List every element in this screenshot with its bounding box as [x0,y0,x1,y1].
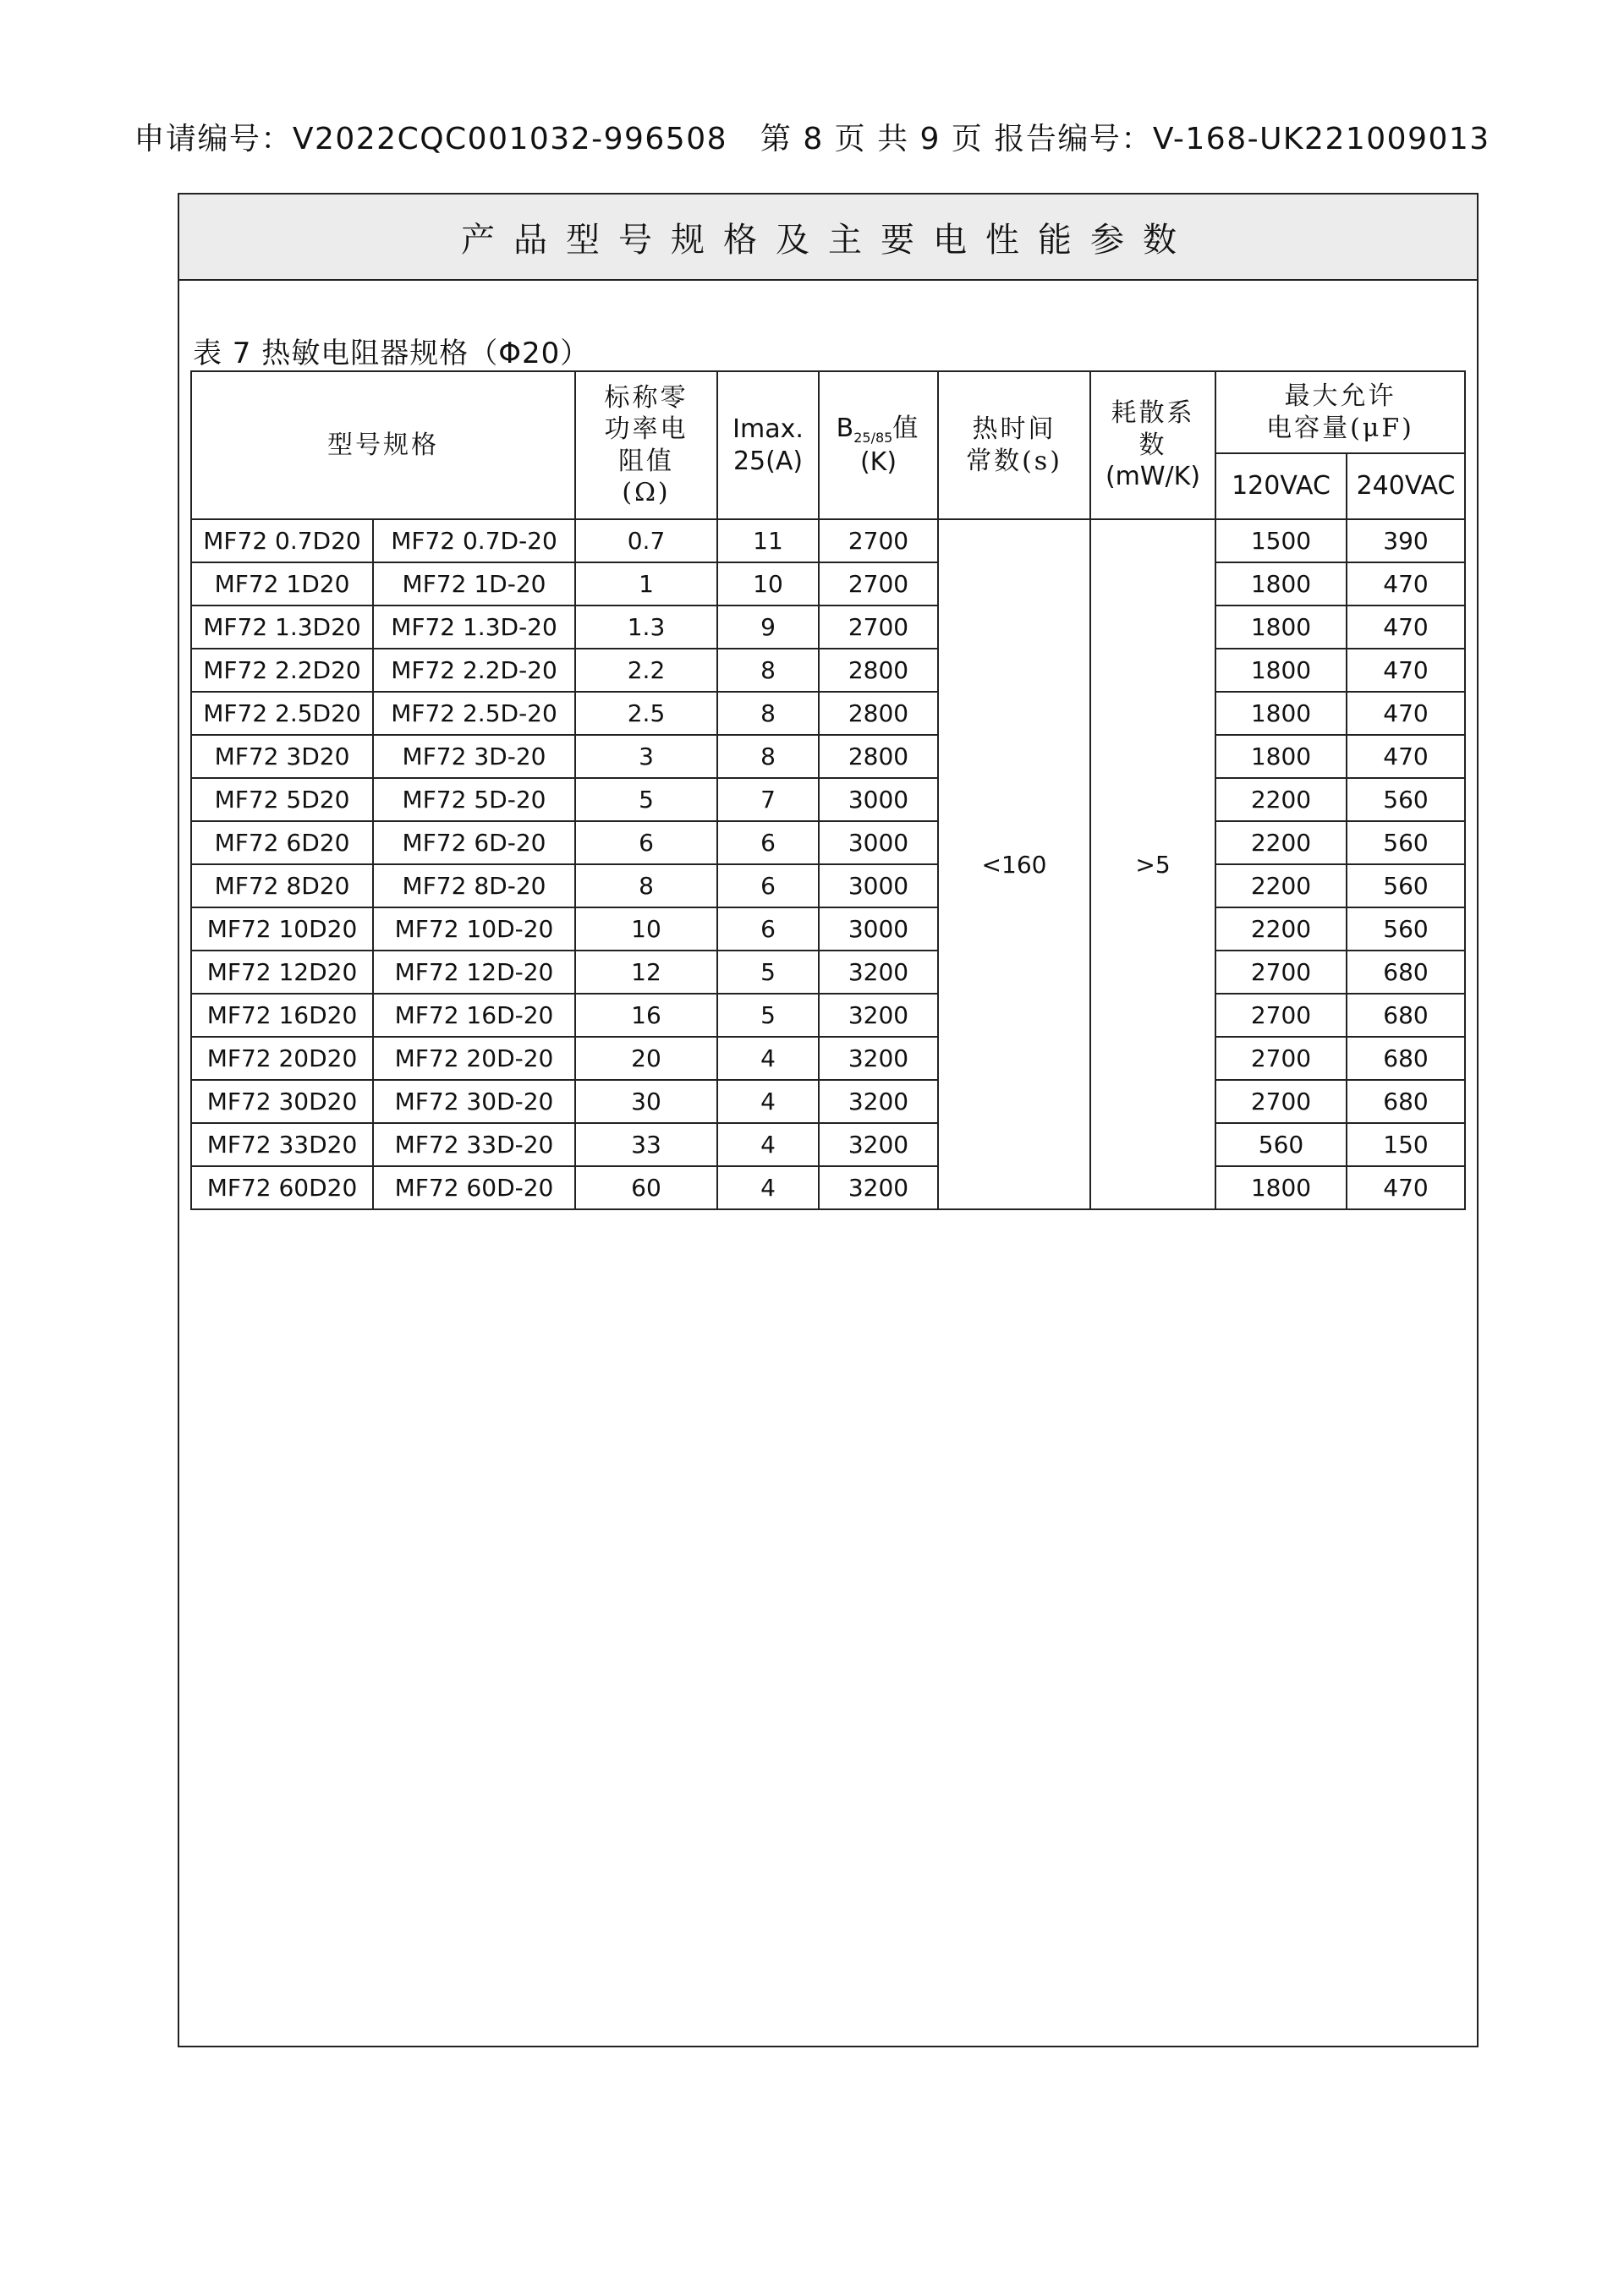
cell-resistance: 3 [575,735,717,778]
cell-model-a: MF72 30D20 [191,1080,373,1123]
col-imax-line2: 25(A) [732,446,804,476]
table-row [191,692,1465,735]
thermistor-spec-table [190,370,1466,1210]
page-header [0,115,1624,158]
cell-cap-240vac: 150 [1347,1123,1465,1166]
cell-resistance: 60 [575,1166,717,1209]
cell-cap-240vac: 560 [1347,907,1465,951]
table-row [191,562,1465,606]
cell-cap-240vac: 470 [1347,692,1465,735]
cell-model-a: MF72 2.2D20 [191,649,373,692]
cell-model-b: MF72 6D-20 [373,821,575,864]
cell-imax: 6 [717,821,819,864]
cell-thermal-time: <160 [938,519,1090,1209]
cell-imax: 8 [717,649,819,692]
col-capacitance-line1: 最大允许 [1284,381,1396,411]
cell-resistance: 30 [575,1080,717,1123]
cell-resistance: 5 [575,778,717,821]
cell-cap-240vac: 680 [1347,1080,1465,1123]
cell-resistance: 20 [575,1037,717,1080]
cell-model-b: MF72 5D-20 [373,778,575,821]
cell-b-value: 3000 [819,821,938,864]
table-row [191,821,1465,864]
cell-model-b: MF72 10D-20 [373,907,575,951]
cell-b-value: 2700 [819,606,938,649]
cell-model-a: MF72 8D20 [191,864,373,907]
cell-model-b: MF72 0.7D-20 [373,519,575,562]
cell-cap-120vac: 1500 [1215,519,1347,562]
cell-cap-120vac: 1800 [1215,692,1347,735]
cell-model-b: MF72 20D-20 [373,1037,575,1080]
col-resistance-line3: 阻值 [618,446,674,476]
cell-b-value: 2700 [819,562,938,606]
cell-resistance: 16 [575,994,717,1037]
cell-model-a: MF72 60D20 [191,1166,373,1209]
cell-cap-240vac: 470 [1347,562,1465,606]
cell-model-a: MF72 10D20 [191,907,373,951]
cell-cap-240vac: 680 [1347,951,1465,994]
cell-cap-120vac: 2200 [1215,864,1347,907]
col-dissipation-line3: (mW/K) [1105,462,1201,492]
cell-model-a: MF72 1.3D20 [191,606,373,649]
col-imax-line1: Imax. [732,414,804,444]
cell-model-b: MF72 8D-20 [373,864,575,907]
cell-b-value: 3000 [819,864,938,907]
cell-imax: 4 [717,1037,819,1080]
cell-resistance: 10 [575,907,717,951]
report-number-label: 报告编号： [994,122,1153,156]
table-row [191,778,1465,821]
cell-imax: 8 [717,692,819,735]
cell-b-value: 3200 [819,1166,938,1209]
table-row [191,606,1465,649]
col-120vac: 120VAC [1215,453,1347,519]
cell-model-a: MF72 20D20 [191,1037,373,1080]
cell-imax: 6 [717,864,819,907]
cell-dissipation: >5 [1090,519,1215,1209]
cell-cap-240vac: 560 [1347,821,1465,864]
cell-b-value: 2800 [819,735,938,778]
table-row [191,994,1465,1037]
cell-model-a: MF72 12D20 [191,951,373,994]
cell-model-b: MF72 2.5D-20 [373,692,575,735]
col-capacitance-line2: 电容量(μF) [1266,413,1414,443]
col-thermal-line2: 常数(s) [966,446,1062,476]
cell-model-b: MF72 33D-20 [373,1123,575,1166]
table-row [191,735,1465,778]
col-thermal-time [938,371,1090,519]
cell-model-a: MF72 16D20 [191,994,373,1037]
col-b-value [819,371,938,519]
col-dissipation-line1: 耗散系 [1111,398,1195,429]
application-number-label: 申请编号： [134,122,293,156]
cell-model-b: MF72 60D-20 [373,1166,575,1209]
cell-cap-120vac: 1800 [1215,606,1347,649]
cell-cap-120vac: 2700 [1215,951,1347,994]
cell-imax: 8 [717,735,819,778]
cell-imax: 9 [717,606,819,649]
cell-b-value: 2700 [819,519,938,562]
col-imax [717,371,819,519]
col-b-suffix: 值 [892,413,921,443]
cell-cap-120vac: 2700 [1215,994,1347,1037]
cell-model-b: MF72 1.3D-20 [373,606,575,649]
cell-cap-240vac: 680 [1347,1037,1465,1080]
report-number: V-168-UK221009013 [1152,122,1490,156]
cell-resistance: 1.3 [575,606,717,649]
col-dissipation [1090,371,1215,519]
col-b-main: B [836,413,854,443]
col-capacitance [1215,371,1465,453]
table-row [191,951,1465,994]
cell-imax: 4 [717,1080,819,1123]
table-caption: 表 7 热敏电阻器规格（Φ20） [193,337,590,370]
cell-imax: 7 [717,778,819,821]
cell-imax: 6 [717,907,819,951]
cell-imax: 10 [717,562,819,606]
cell-model-a: MF72 33D20 [191,1123,373,1166]
cell-model-b: MF72 30D-20 [373,1080,575,1123]
col-b-unit: (K) [859,447,897,477]
cell-model-b: MF72 3D-20 [373,735,575,778]
cell-cap-240vac: 560 [1347,864,1465,907]
cell-resistance: 0.7 [575,519,717,562]
cell-resistance: 6 [575,821,717,864]
cell-imax: 5 [717,951,819,994]
cell-model-b: MF72 2.2D-20 [373,649,575,692]
cell-resistance: 2.2 [575,649,717,692]
cell-imax: 4 [717,1166,819,1209]
col-resistance-line2: 功率电 [604,414,689,444]
cell-cap-120vac: 1800 [1215,562,1347,606]
cell-b-value: 3200 [819,1080,938,1123]
col-thermal-line1: 热时间 [972,414,1056,444]
cell-model-a: MF72 1D20 [191,562,373,606]
cell-cap-120vac: 2200 [1215,778,1347,821]
cell-cap-120vac: 2200 [1215,907,1347,951]
cell-cap-240vac: 560 [1347,778,1465,821]
table-row [191,864,1465,907]
cell-cap-240vac: 390 [1347,519,1465,562]
cell-cap-120vac: 1800 [1215,649,1347,692]
cell-model-b: MF72 12D-20 [373,951,575,994]
col-dissipation-line2: 数 [1138,430,1167,460]
cell-cap-120vac: 1800 [1215,1166,1347,1209]
cell-resistance: 1 [575,562,717,606]
cell-resistance: 2.5 [575,692,717,735]
cell-cap-120vac: 2200 [1215,821,1347,864]
cell-resistance: 33 [575,1123,717,1166]
cell-cap-240vac: 470 [1347,1166,1465,1209]
cell-imax: 5 [717,994,819,1037]
cell-cap-240vac: 680 [1347,994,1465,1037]
table-row [191,907,1465,951]
cell-model-a: MF72 0.7D20 [191,519,373,562]
cell-cap-240vac: 470 [1347,735,1465,778]
cell-b-value: 3200 [819,994,938,1037]
table-row [191,1080,1465,1123]
col-b-sub: 25/85 [853,429,893,446]
col-resistance-line4: (Ω) [622,478,671,507]
cell-model-b: MF72 16D-20 [373,994,575,1037]
cell-model-a: MF72 6D20 [191,821,373,864]
table-row [191,649,1465,692]
application-number: V2022CQC001032-996508 [292,122,728,156]
cell-cap-120vac: 2700 [1215,1080,1347,1123]
cell-resistance: 8 [575,864,717,907]
table-row [191,1123,1465,1166]
cell-cap-120vac: 1800 [1215,735,1347,778]
col-resistance [575,371,717,519]
cell-b-value: 3000 [819,907,938,951]
cell-model-a: MF72 2.5D20 [191,692,373,735]
cell-cap-240vac: 470 [1347,606,1465,649]
cell-cap-120vac: 560 [1215,1123,1347,1166]
cell-imax: 4 [717,1123,819,1166]
cell-b-value: 2800 [819,692,938,735]
table-row [191,519,1465,562]
table-row [191,1037,1465,1080]
cell-model-b: MF72 1D-20 [373,562,575,606]
table-row [191,1166,1465,1209]
col-model: 型号规格 [191,371,575,519]
cell-b-value: 2800 [819,649,938,692]
cell-b-value: 3200 [819,1123,938,1166]
col-240vac: 240VAC [1347,453,1465,519]
cell-model-a: MF72 3D20 [191,735,373,778]
cell-b-value: 3200 [819,1037,938,1080]
cell-b-value: 3000 [819,778,938,821]
cell-b-value: 3200 [819,951,938,994]
page-indicator: 第 8 页 共 9 页 [760,122,984,156]
cell-cap-120vac: 2700 [1215,1037,1347,1080]
cell-imax: 11 [717,519,819,562]
table-body [191,519,1465,1209]
col-resistance-line1: 标称零 [604,382,689,413]
section-title: 产品型号规格及主要电性能参数 [179,195,1477,281]
cell-resistance: 12 [575,951,717,994]
cell-cap-240vac: 470 [1347,649,1465,692]
cell-model-a: MF72 5D20 [191,778,373,821]
